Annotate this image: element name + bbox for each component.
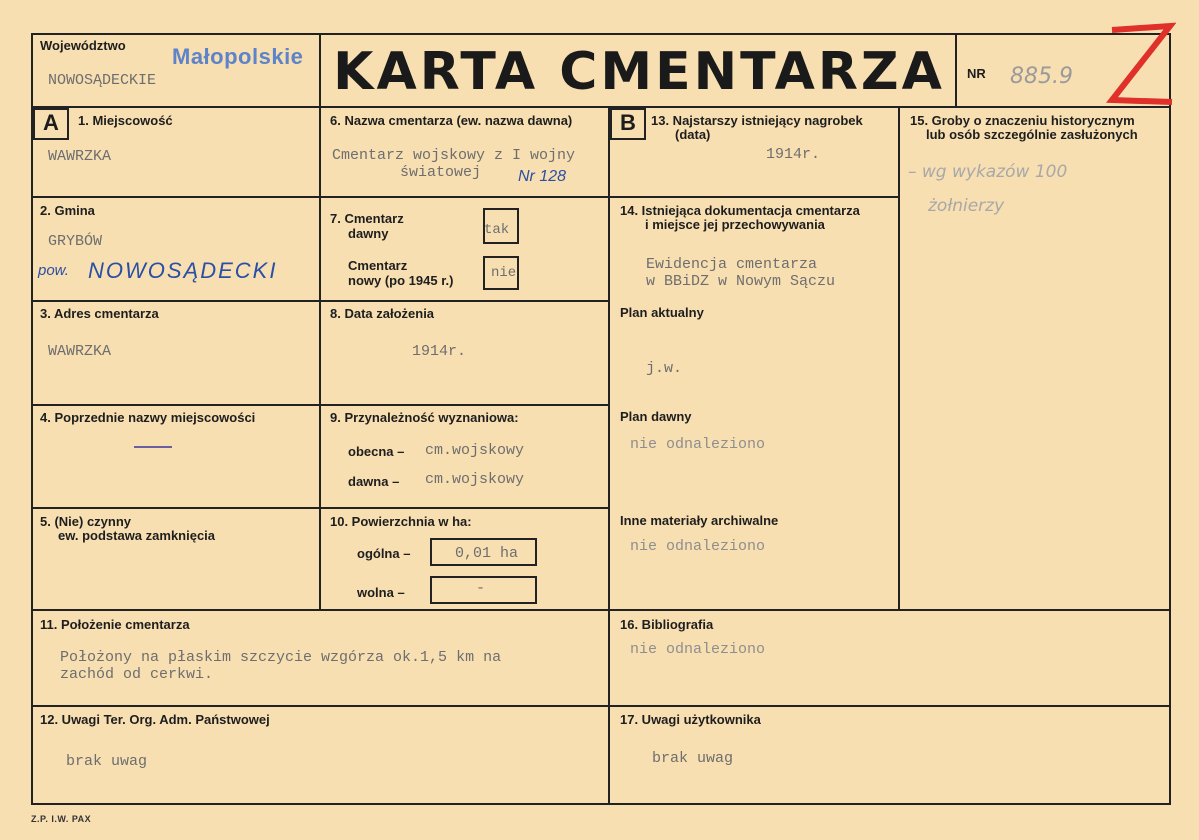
field-1-value: WAWRZKA bbox=[48, 148, 112, 165]
divider bbox=[319, 33, 321, 107]
field-4-empty-dash bbox=[134, 446, 172, 448]
field-14-value-line1: Ewidencja cmentarza bbox=[646, 256, 818, 273]
field-10-ogolna-value: 0,01 ha bbox=[455, 545, 519, 562]
field-13-value: 1914r. bbox=[766, 146, 821, 163]
printer-imprint: Z.P. I.W. PAX bbox=[31, 814, 92, 824]
plan-dawny-value: nie odnaleziono bbox=[630, 436, 766, 453]
wojewodztwo-stamp: Małopolskie bbox=[172, 44, 304, 69]
nr-label: NR bbox=[967, 66, 986, 81]
field-2-hand-prefix: pow. bbox=[38, 262, 69, 279]
divider bbox=[319, 300, 609, 302]
field-17-label: 17. Uwagi użytkownika bbox=[620, 712, 761, 727]
divider bbox=[31, 609, 1171, 611]
plan-aktualny-value: j.w. bbox=[646, 360, 683, 377]
field-6-value-line2: światowej bbox=[400, 164, 482, 181]
inne-materialy-label: Inne materiały archiwalne bbox=[620, 513, 779, 528]
field-7-dawny-label-line2: dawny bbox=[348, 226, 389, 241]
field-5-label: 5. (Nie) czynny bbox=[40, 514, 132, 529]
field-14-value-line2: w BBiDZ w Nowym Sączu bbox=[646, 273, 836, 290]
field-2-label: 2. Gmina bbox=[40, 203, 95, 218]
divider bbox=[898, 106, 900, 610]
divider bbox=[319, 196, 609, 198]
divider bbox=[31, 106, 1171, 108]
field-7-nowy-value: nie bbox=[491, 265, 517, 281]
field-13-label: 13. Najstarszy istniejący nagrobek bbox=[651, 113, 863, 128]
field-10-label: 10. Powierzchnia w ha: bbox=[330, 514, 472, 529]
field-3-label: 3. Adres cmentarza bbox=[40, 306, 159, 321]
field-8-value: 1914r. bbox=[412, 343, 467, 360]
divider bbox=[608, 106, 610, 804]
divider bbox=[31, 705, 1171, 707]
field-4-label: 4. Poprzednie nazwy miejscowości bbox=[40, 410, 256, 425]
field-2-value: GRYBÓW bbox=[48, 233, 103, 250]
field-9-dawna-label: dawna – bbox=[348, 474, 400, 489]
inne-materialy-value: nie odnaleziono bbox=[630, 538, 766, 555]
field-10-wolna-label: wolna – bbox=[357, 585, 405, 600]
field-6-value-line1: Cmentarz wojskowy z I wojny bbox=[332, 147, 576, 164]
field-3-value: WAWRZKA bbox=[48, 343, 112, 360]
divider bbox=[31, 404, 320, 406]
field-9-dawna-value: cm.wojskowy bbox=[425, 471, 525, 488]
divider bbox=[319, 106, 321, 610]
divider bbox=[608, 196, 899, 198]
wojewodztwo-value: NOWOSĄDECKIE bbox=[48, 72, 157, 89]
field-7-nowy-label-line2: nowy (po 1945 r.) bbox=[348, 273, 454, 288]
field-14-label-line2: i miejsce jej przechowywania bbox=[645, 217, 825, 232]
field-15-pencil-line1: – wg wykazów 100 bbox=[908, 162, 1068, 182]
divider bbox=[31, 507, 320, 509]
field-9-obecna-label: obecna – bbox=[348, 444, 405, 459]
field-11-value-line1: Położony na płaskim szczycie wzgórza ok.1,5 km na bbox=[60, 649, 502, 666]
divider bbox=[319, 507, 609, 509]
card-title: KARTA CMENTARZA bbox=[333, 42, 945, 102]
nr-value: 885.9 bbox=[1010, 64, 1073, 89]
field-5-label-line2: ew. podstawa zamknięcia bbox=[58, 528, 216, 543]
divider bbox=[31, 196, 320, 198]
field-9-obecna-value: cm.wojskowy bbox=[425, 442, 525, 459]
field-11-label: 11. Położenie cmentarza bbox=[40, 617, 190, 632]
field-7-nowy-label: Cmentarz bbox=[348, 258, 408, 273]
field-13-label-line2: (data) bbox=[675, 127, 711, 142]
field-11-value-line2: zachód od cerkwi. bbox=[60, 666, 214, 683]
plan-aktualny-label: Plan aktualny bbox=[620, 305, 704, 320]
field-10-ogolna-label: ogólna – bbox=[357, 546, 411, 561]
section-b-letter: B bbox=[620, 110, 636, 135]
field-12-value: brak uwag bbox=[66, 753, 148, 770]
field-9-label: 9. Przynależność wyznaniowa: bbox=[330, 410, 519, 425]
wojewodztwo-label: Województwo bbox=[40, 38, 126, 53]
field-15-pencil-line2: żołnierzy bbox=[928, 196, 1005, 216]
field-14-label: 14. Istniejąca dokumentacja cmentarza bbox=[620, 203, 860, 218]
divider bbox=[319, 404, 609, 406]
field-17-value: brak uwag bbox=[652, 750, 734, 767]
field-6-label: 6. Nazwa cmentarza (ew. nazwa dawna) bbox=[330, 113, 573, 128]
section-a-letter: A bbox=[43, 110, 59, 135]
category-z-mark bbox=[1104, 20, 1176, 110]
plan-dawny-label: Plan dawny bbox=[620, 409, 692, 424]
field-2-hand-value: NOWOSĄDECKI bbox=[88, 258, 278, 283]
field-15-label-line2: lub osób szczególnie zasłużonych bbox=[926, 127, 1138, 142]
field-10-wolna-value: - bbox=[476, 580, 486, 597]
field-1-label: 1. Miejscowość bbox=[78, 113, 173, 128]
field-7-dawny-value: tak bbox=[484, 222, 510, 238]
field-16-label: 16. Bibliografia bbox=[620, 617, 714, 632]
field-6-hand-nr: Nr 128 bbox=[518, 168, 567, 185]
field-8-label: 8. Data założenia bbox=[330, 306, 435, 321]
field-7-dawny-label: 7. Cmentarz bbox=[330, 211, 404, 226]
field-12-label: 12. Uwagi Ter. Org. Adm. Państwowej bbox=[40, 712, 270, 727]
field-15-label: 15. Groby o znaczeniu historycznym bbox=[910, 113, 1135, 128]
field-16-value: nie odnaleziono bbox=[630, 641, 766, 658]
divider bbox=[31, 300, 320, 302]
